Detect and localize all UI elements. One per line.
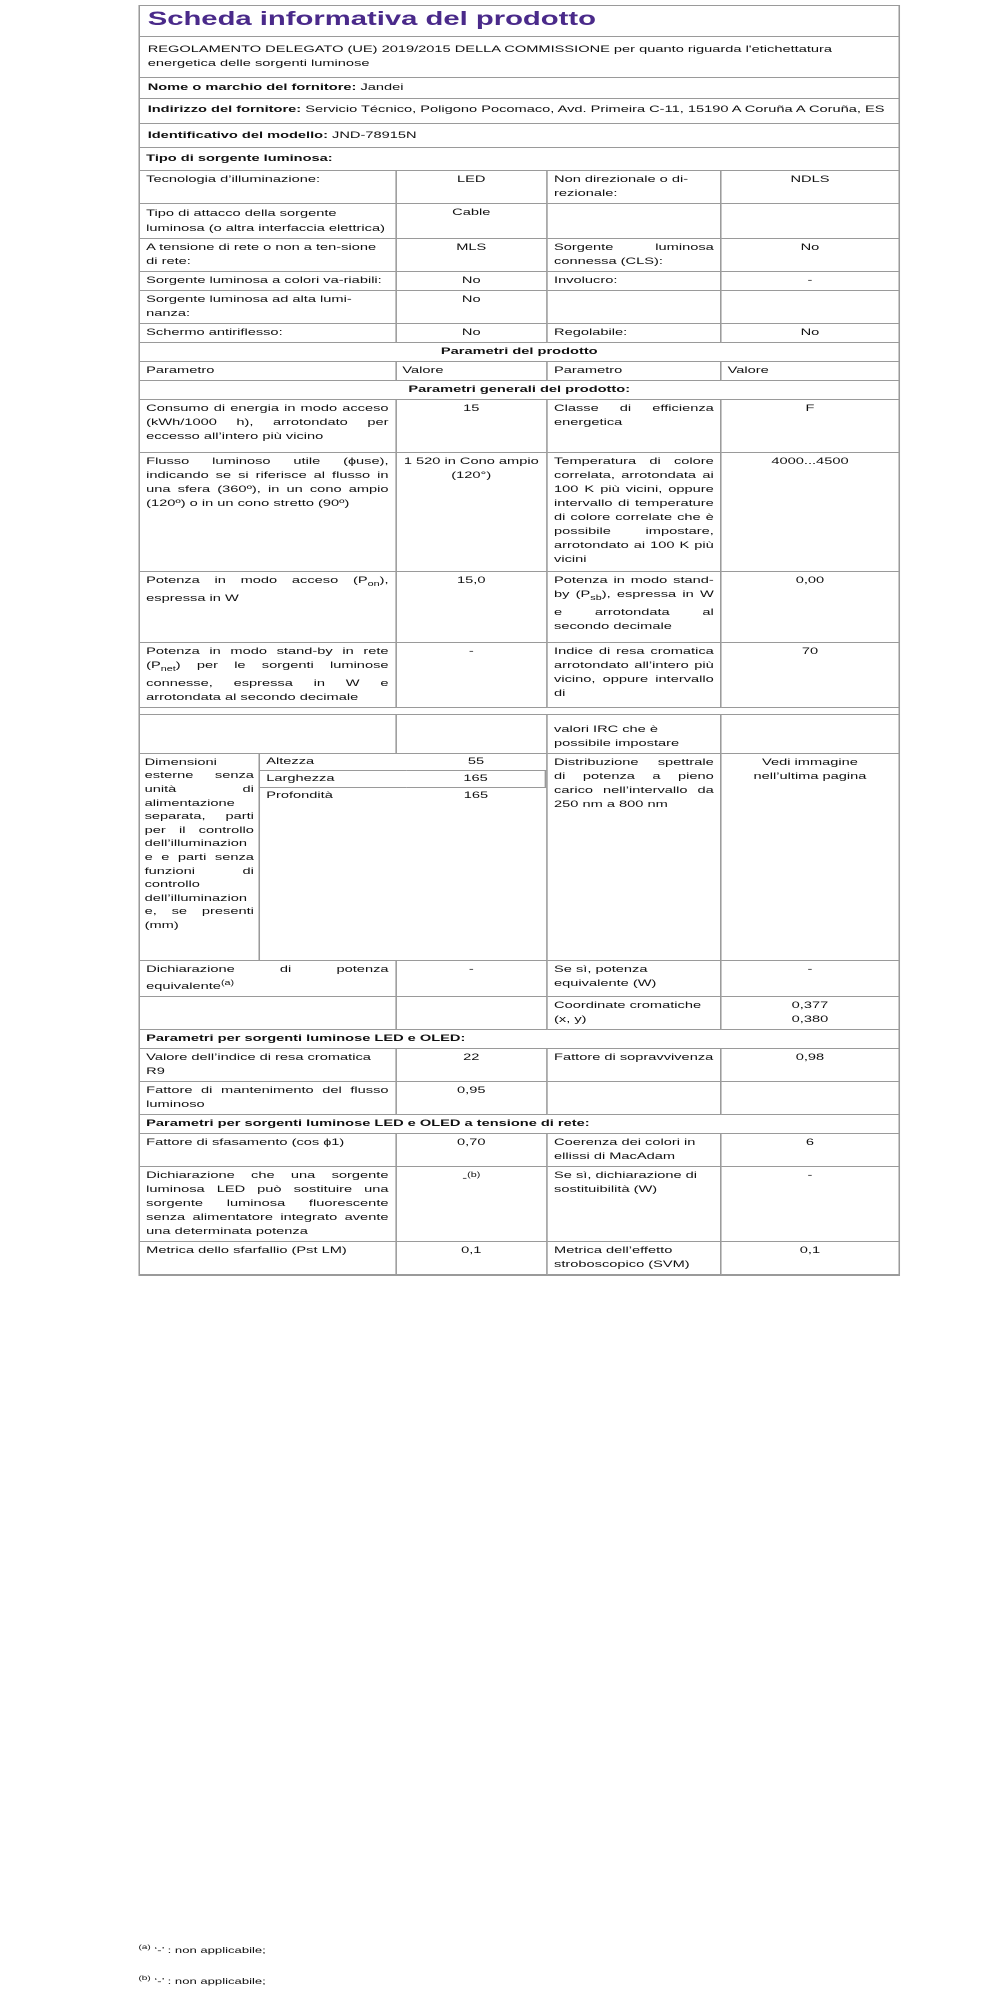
table-row bbox=[140, 291, 898, 324]
table-row bbox=[140, 1241, 898, 1274]
cell: Flusso luminoso utile (ɸuse), indicando se si riferisce al flusso in una sfera (360º), in un cono ampio (120º) o in un cono stretto (90º) bbox=[140, 453, 395, 572]
footnote-text: ‘-’ : non applicabile; bbox=[154, 1944, 266, 1955]
main-parameters-table bbox=[140, 148, 898, 1275]
cell: 15,0 bbox=[395, 572, 547, 643]
cell: NDLS bbox=[721, 171, 899, 204]
cell: No bbox=[395, 291, 547, 324]
dim-value: 55 bbox=[467, 755, 485, 767]
product-information-sheet bbox=[138, 5, 900, 1276]
footnote-mark: (a) bbox=[138, 1944, 151, 1951]
cell: 6 bbox=[721, 1133, 899, 1166]
cell bbox=[721, 1081, 899, 1114]
cell-text: - bbox=[462, 1173, 468, 1185]
supplier-name: Jandei bbox=[360, 82, 404, 93]
subscript: net bbox=[160, 665, 176, 673]
cell bbox=[140, 996, 395, 1029]
cell: Dichiarazione che una sorgente luminosa LED può sostituire una sorgente luminosa fluorescente senza alimentatore integrato avente una determinata potenza bbox=[140, 1166, 395, 1241]
chroma-x: 0,377 bbox=[791, 999, 829, 1011]
column-header-row bbox=[140, 362, 898, 381]
cell: valori IRC che è possibile impostare bbox=[547, 714, 721, 753]
dimensions-label: Dimensioni esterne senza unità di alimentazione separata, parti per il controllo dell’illuminazione e parti senza funzioni di controllo dell’illuminazione, se presenti (mm) bbox=[140, 754, 259, 960]
cell: 22 bbox=[395, 1048, 547, 1081]
section-heading: Parametri generali del prodotto: bbox=[140, 381, 898, 400]
column-header: Valore bbox=[721, 362, 899, 381]
cell: Fattore di mantenimento del flusso luminoso bbox=[140, 1081, 395, 1114]
cell: - bbox=[721, 960, 899, 996]
cell: 4000...4500 bbox=[721, 453, 899, 572]
supplier-address-label: Indirizzo del fornitore: bbox=[147, 104, 302, 115]
cell: Sorgente luminosa connessa (CLS): bbox=[547, 239, 721, 272]
section-heading: Parametri del prodotto bbox=[140, 343, 898, 362]
cell-text: Potenza in modo acceso (P bbox=[146, 575, 368, 586]
cell: 0,95 bbox=[395, 1081, 547, 1114]
section-product-params bbox=[140, 343, 898, 362]
cell-text: ) per le sorgenti luminose connesse, espressa in W e arrotondata al secondo decimale bbox=[146, 659, 389, 703]
table-row bbox=[140, 1166, 898, 1241]
cell bbox=[547, 1081, 721, 1114]
cell: 0,70 bbox=[395, 1133, 547, 1166]
section-heading: Parametri per sorgenti luminose LED e OLED: bbox=[140, 1029, 898, 1048]
footnote-mark: (b) bbox=[467, 1171, 481, 1179]
cell bbox=[395, 1166, 547, 1241]
cell: Schermo antiriflesso: bbox=[140, 324, 395, 343]
table-row bbox=[140, 171, 898, 204]
cell: No bbox=[395, 272, 547, 291]
dim-value: 165 bbox=[406, 770, 545, 787]
cell bbox=[140, 572, 395, 643]
cell: Distribuzione spettrale di potenza a pieno carico nell’intervallo da 250 nm a 800 nm bbox=[547, 753, 721, 960]
cell: 1 520 in Cono ampio (120°) bbox=[395, 453, 547, 572]
cell: Indice di resa cromatica arrotondato all’intero più vicino, oppure intervallo di bbox=[547, 642, 721, 707]
cell bbox=[547, 291, 721, 324]
cell: Tecnologia d’illuminazione: bbox=[140, 171, 395, 204]
footnote-a bbox=[138, 1944, 265, 1955]
cell bbox=[547, 204, 721, 239]
cell bbox=[547, 572, 721, 643]
cell: A tensione di rete o non a ten-sione di rete: bbox=[140, 239, 395, 272]
cell: Sorgente luminosa ad alta lumi-nanza: bbox=[140, 291, 395, 324]
cell bbox=[395, 714, 547, 753]
cell: Regolabile: bbox=[547, 324, 721, 343]
cell: 15 bbox=[395, 400, 547, 453]
model-identifier-row bbox=[140, 124, 898, 148]
cell: No bbox=[721, 324, 899, 343]
cell: 70 bbox=[721, 642, 899, 707]
cell: Valore dell’indice di resa cromatica R9 bbox=[140, 1048, 395, 1081]
cell: No bbox=[395, 324, 547, 343]
cell: Tipo di attacco della sorgente luminosa (o altra interfaccia elettrica) bbox=[140, 204, 395, 239]
footnote-mark: (b) bbox=[138, 1975, 151, 1982]
column-header: Valore bbox=[395, 362, 547, 381]
supplier-name-label: Nome o marchio del fornitore: bbox=[147, 82, 357, 93]
cell: - bbox=[721, 272, 899, 291]
section-led bbox=[140, 1029, 898, 1048]
cell bbox=[721, 714, 899, 753]
cell: F bbox=[721, 400, 899, 453]
page-break-gap bbox=[140, 707, 898, 714]
cell bbox=[721, 291, 899, 324]
cell-text: ), espressa in W e arrotondata al secondo decimale bbox=[554, 589, 714, 632]
table-row bbox=[140, 960, 898, 996]
model-identifier: JND-78915N bbox=[332, 130, 417, 141]
cell-text: ), espressa in W bbox=[146, 575, 389, 604]
regulation-text: REGOLAMENTO DELEGATO (UE) 2019/2015 DELLA COMMISSIONE per quanto riguarda l'etichettatura energetica delle sorgenti luminose bbox=[140, 37, 898, 78]
dimensions-row bbox=[140, 753, 898, 960]
page-title: Scheda informativa del prodotto bbox=[140, 6, 898, 37]
cell: Metrica dello sfarfallio (Pst LM) bbox=[140, 1241, 395, 1274]
dimensions-inner bbox=[140, 754, 546, 960]
dim-name: Larghezza bbox=[259, 770, 406, 787]
cell: Classe di efficienza energetica bbox=[547, 400, 721, 453]
cell-text: Dichiarazione di potenza equivalente bbox=[146, 963, 389, 992]
footnote-text: ‘-’ : non applicabile; bbox=[154, 1975, 266, 1986]
table-row bbox=[140, 204, 898, 239]
table-row bbox=[140, 272, 898, 291]
cell: Coerenza dei colori in ellissi di MacAdam bbox=[547, 1133, 721, 1166]
section-mains bbox=[140, 1114, 898, 1133]
cell: Sorgente luminosa a colori va-riabili: bbox=[140, 272, 395, 291]
supplier-address: Servicio Técnico, Poligono Pocomaco, Avd. Primeira C-11, 15190 A Coruña A Coruña, ES bbox=[305, 104, 885, 115]
dim-value: 165 bbox=[463, 789, 489, 801]
supplier-name-row bbox=[140, 78, 898, 99]
cell: No bbox=[721, 239, 899, 272]
cell-text: Potenza in modo stand-by (P bbox=[554, 575, 714, 600]
cell bbox=[721, 996, 899, 1029]
section-heading: Tipo di sorgente luminosa: bbox=[140, 148, 898, 171]
table-row bbox=[140, 642, 898, 707]
cell: 0,00 bbox=[721, 572, 899, 643]
table-row bbox=[140, 1048, 898, 1081]
cell: Consumo di energia in modo acceso (kWh/1000 h), arrotondato per eccesso all’intero più vicino bbox=[140, 400, 395, 453]
cell bbox=[140, 714, 395, 753]
table-row bbox=[140, 1133, 898, 1166]
page-break bbox=[140, 707, 898, 714]
cell: MLS bbox=[395, 239, 547, 272]
dim-name: Profondità bbox=[266, 789, 333, 801]
table-row bbox=[140, 324, 898, 343]
footnote-mark: (a) bbox=[220, 979, 235, 987]
cell: - bbox=[395, 642, 547, 707]
cell bbox=[140, 960, 395, 996]
cell: 0,98 bbox=[721, 1048, 899, 1081]
table-row bbox=[140, 572, 898, 643]
subscript: sb bbox=[590, 594, 602, 602]
column-header: Parametro bbox=[140, 362, 395, 381]
cell: 0,1 bbox=[395, 1241, 547, 1274]
dim-name: Altezza bbox=[266, 755, 315, 767]
column-header: Parametro bbox=[547, 362, 721, 381]
dim-row bbox=[140, 754, 546, 771]
table-row bbox=[140, 239, 898, 272]
cell: - bbox=[395, 960, 547, 996]
model-identifier-label: Identificativo del modello: bbox=[147, 130, 328, 141]
cell bbox=[395, 996, 547, 1029]
cell: Se sì, potenza equivalente (W) bbox=[547, 960, 721, 996]
cell: Temperatura di colore correlata, arrotondata ai 100 K più vicini, oppure intervallo di temperature di colore correlate che è possibile impostare, arrotondato ai 100 K più vicini bbox=[547, 453, 721, 572]
footnote-b bbox=[138, 1975, 265, 1986]
cell: Se sì, dichiarazione di sostituibilità (W) bbox=[547, 1166, 721, 1241]
table-row bbox=[140, 996, 898, 1029]
section-source-type bbox=[140, 148, 898, 171]
cell: Non direzionale o di-rezionale: bbox=[547, 171, 721, 204]
cell: Vedi immagine nell’ultima pagina bbox=[721, 753, 899, 960]
cell: 0,1 bbox=[721, 1241, 899, 1274]
supplier-address-row bbox=[140, 99, 898, 124]
section-heading: Parametri per sorgenti luminose LED e OLED a tensione di rete: bbox=[140, 1114, 898, 1133]
cell: Cable bbox=[395, 204, 547, 239]
table-row bbox=[140, 1081, 898, 1114]
cell-text: Potenza in modo stand-by in rete (P bbox=[146, 645, 389, 671]
cell: - bbox=[721, 1166, 899, 1241]
chroma-y: 0,380 bbox=[791, 1013, 829, 1025]
cell: Fattore di sopravvivenza bbox=[547, 1048, 721, 1081]
cell: Involucro: bbox=[547, 272, 721, 291]
cell: Fattore di sfasamento (cos ɸ1) bbox=[140, 1133, 395, 1166]
subscript: on bbox=[367, 580, 380, 588]
dimensions-cell bbox=[140, 753, 547, 960]
cell bbox=[140, 642, 395, 707]
cell bbox=[721, 204, 899, 239]
cell: LED bbox=[395, 171, 547, 204]
table-row bbox=[140, 714, 898, 753]
cell: Coordinate cromatiche (x, y) bbox=[547, 996, 721, 1029]
table-row bbox=[140, 453, 898, 572]
cell: Metrica dell’effetto stroboscopico (SVM) bbox=[547, 1241, 721, 1274]
table-row bbox=[140, 400, 898, 453]
section-general-params bbox=[140, 381, 898, 400]
